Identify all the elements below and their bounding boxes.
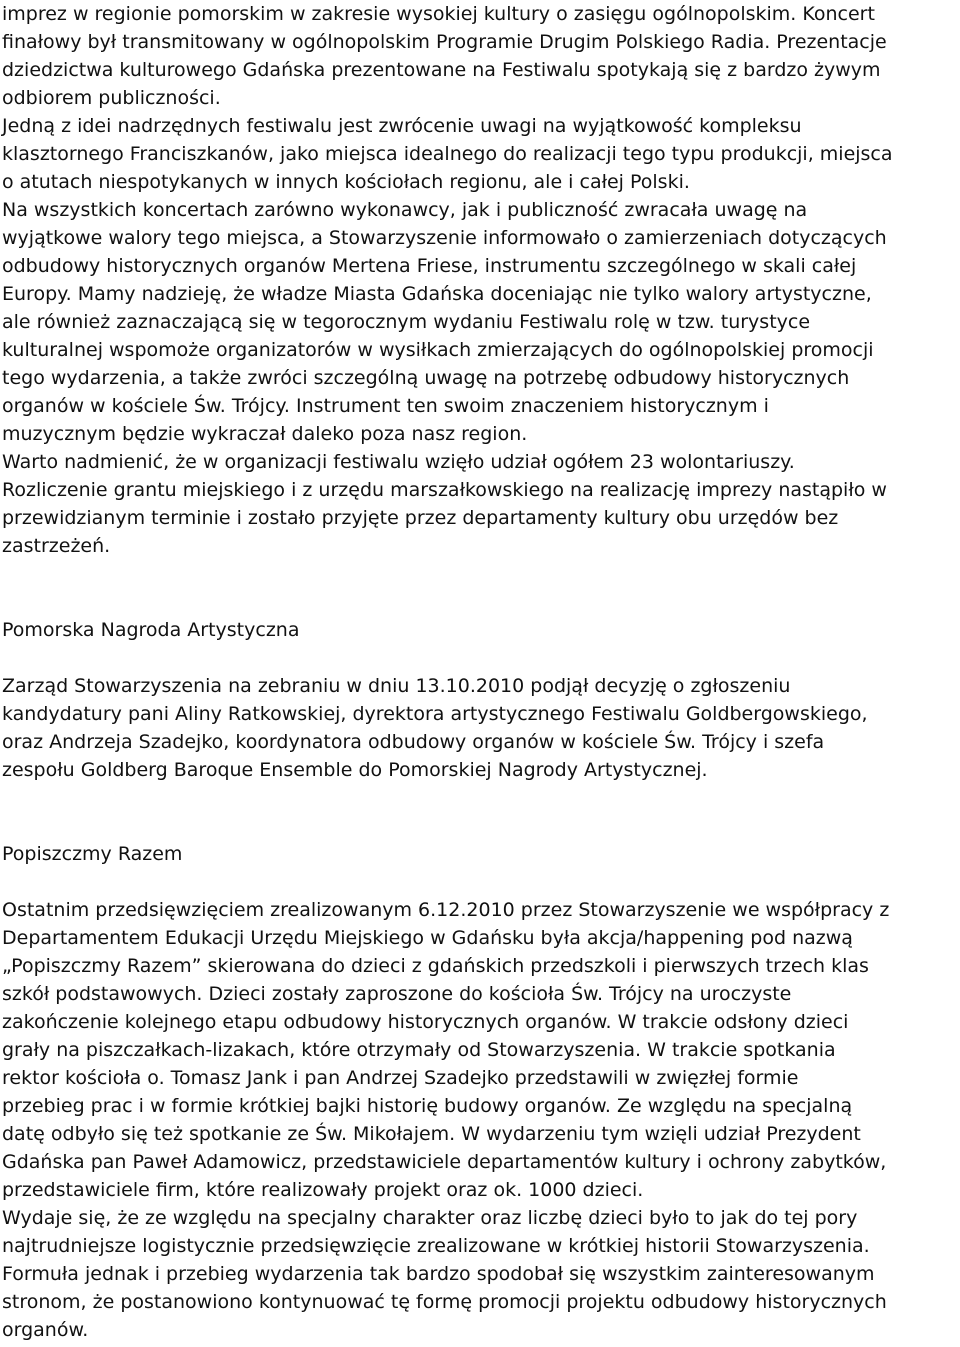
- text-line: Wydaje się, że ze względu na specjalny charakter oraz liczbę dzieci było to jak do tej pory: [2, 1207, 858, 1229]
- text-line: o atutach niespotykanych w innych kościołach regionu, ale i całej Polski.: [2, 171, 690, 193]
- text-line: kandydatury pani Aliny Ratkowskiej, dyrektora artystycznego Festiwalu Goldbergowskiego,: [2, 703, 868, 725]
- text-line: odbiorem publiczności.: [2, 87, 221, 109]
- text-line: Zarząd Stowarzyszenia na zebraniu w dniu 13.10.2010 podjął decyzję o zgłoszeniu: [2, 675, 791, 697]
- text-line: Europy. Mamy nadzieję, że władze Miasta Gdańska doceniając nie tylko walory artystyczne,: [2, 283, 872, 305]
- text-line: grały na piszczałkach-lizakach, które otrzymały od Stowarzyszenia. W trakcie spotkania: [2, 1039, 836, 1061]
- section-heading-popiszczmy-razem: Popiszczmy Razem: [2, 843, 183, 865]
- text-line: Ostatnim przedsięwzięciem zrealizowanym 6.12.2010 przez Stowarzyszenie we współpracy z: [2, 899, 890, 921]
- text-line: klasztornego Franciszkanów, jako miejsca idealnego do realizacji tego typu produkcji, miejsca: [2, 143, 893, 165]
- text-line: finałowy był transmitowany w ogólnopolskim Programie Drugim Polskiego Radia. Prezentacje: [2, 31, 887, 53]
- text-line: najtrudniejsze logistycznie przedsięwzięcie zrealizowane w krótkiej historii Stowarzyszenia.: [2, 1235, 870, 1257]
- text-line: zastrzeżeń.: [2, 535, 111, 557]
- text-line: szkół podstawowych. Dzieci zostały zaproszone do kościoła Św. Trójcy na uroczyste: [2, 983, 792, 1005]
- text-line: rektor kościoła o. Tomasz Jank i pan Andrzej Szadejko przedstawili w zwięzłej formie: [2, 1067, 799, 1089]
- text-line: zakończenie kolejnego etapu odbudowy historycznych organów. W trakcie odsłony dzieci: [2, 1011, 849, 1033]
- text-line: stronom, że postanowiono kontynuować tę formę promocji projektu odbudowy historycznych: [2, 1291, 887, 1313]
- text-line: muzycznym będzie wykraczał daleko poza nasz region.: [2, 423, 528, 445]
- text-line: ale również zaznaczającą się w tegorocznym wydaniu Festiwalu rolę w tzw. turystyce: [2, 311, 811, 333]
- text-line: oraz Andrzeja Szadejko, koordynatora odbudowy organów w kościele Św. Trójcy i szefa: [2, 731, 825, 753]
- text-line: wyjątkowe walory tego miejsca, a Stowarzyszenie informowało o zamierzeniach dotyczących: [2, 227, 887, 249]
- text-line: dziedzictwa kulturowego Gdańska prezentowane na Festiwalu spotykają się z bardzo żywym: [2, 59, 881, 81]
- text-line: przedstawiciele firm, które realizowały projekt oraz ok. 1000 dzieci.: [2, 1179, 644, 1201]
- text-line: Rozliczenie grantu miejskiego i z urzędu marszałkowskiego na realizację imprezy nastąpiło w: [2, 479, 887, 501]
- text-line: Warto nadmienić, że w organizacji festiwalu wzięło udział ogółem 23 wolontariuszy.: [2, 451, 795, 473]
- text-line: Gdańska pan Paweł Adamowicz, przedstawiciele departamentów kultury i ochrony zabytków,: [2, 1151, 887, 1173]
- text-line: Jedną z idei nadrzędnych festiwalu jest zwrócenie uwagi na wyjątkowość kompleksu: [2, 115, 802, 137]
- text-line: imprez w regionie pomorskim w zakresie wysokiej kultury o zasięgu ogólnopolskim. Koncert: [2, 3, 875, 25]
- text-line: przebieg prac i w formie krótkiej bajki historię budowy organów. Ze względu na specjalną: [2, 1095, 853, 1117]
- text-line: Departamentem Edukacji Urzędu Miejskiego w Gdańsku była akcja/happening pod nazwą: [2, 927, 853, 949]
- text-line: organów.: [2, 1319, 89, 1341]
- text-line: zespołu Goldberg Baroque Ensemble do Pomorskiej Nagrody Artystycznej.: [2, 759, 708, 781]
- text-line: przewidzianym terminie i zostało przyjęte przez departamenty kultury obu urzędów bez: [2, 507, 839, 529]
- text-line: „Popiszczmy Razem” skierowana do dzieci z gdańskich przedszkoli i pierwszych trzech klas: [2, 955, 869, 977]
- section-heading-pomorska-nagroda: Pomorska Nagroda Artystyczna: [2, 619, 300, 641]
- text-line: odbudowy historycznych organów Mertena Friese, instrumentu szczególnego w skali całej: [2, 255, 857, 277]
- text-line: kulturalnej wspomoże organizatorów w wysiłkach zmierzających do ogólnopolskiej promocji: [2, 339, 874, 361]
- text-line: organów w kościele Św. Trójcy. Instrument ten swoim znaczeniem historycznym i: [2, 395, 769, 417]
- text-line: Na wszystkich koncertach zarówno wykonawcy, jak i publiczność zwracała uwagę na: [2, 199, 808, 221]
- text-line: datę odbyło się też spotkanie ze Św. Mikołajem. W wydarzeniu tym wzięli udział Prezydent: [2, 1123, 861, 1145]
- text-line: tego wydarzenia, a także zwróci szczególną uwagę na potrzebę odbudowy historycznych: [2, 367, 850, 389]
- text-line: Formuła jednak i przebieg wydarzenia tak bardzo spodobał się wszystkim zainteresowanym: [2, 1263, 875, 1285]
